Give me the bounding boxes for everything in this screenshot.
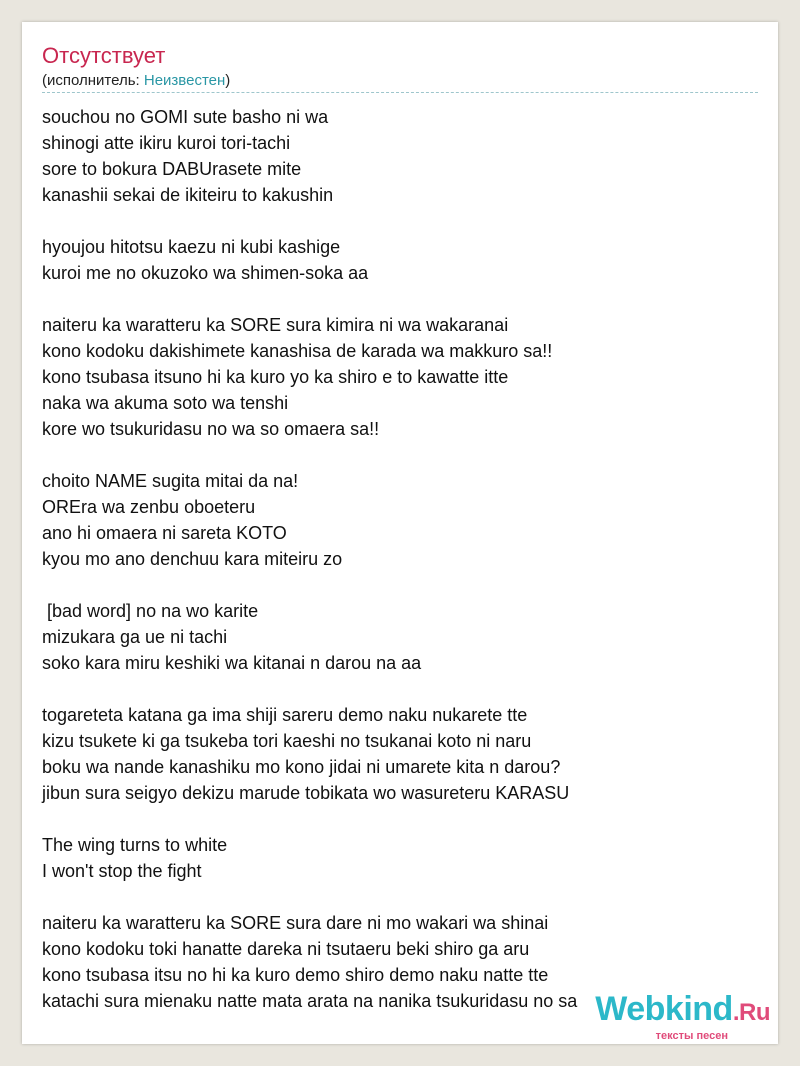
lyrics-line: The wing turns to white xyxy=(42,835,228,855)
song-header xyxy=(42,42,758,91)
lyrics-line: kanashii sekai de ikiteiru to kakushin xyxy=(42,185,334,205)
logo-tagline: тексты песен xyxy=(655,1030,728,1042)
lyrics-stanza xyxy=(42,832,768,884)
lyrics-line: kono tsubasa itsuno hi ka kuro yo ka shiro e to kawatte itte xyxy=(42,367,509,387)
lyrics-stanza xyxy=(42,104,768,208)
artist-link[interactable]: Неизвестен xyxy=(143,72,226,89)
lyrics-line: kyou mo ano denchuu kara miteiru zo xyxy=(42,549,343,569)
lyrics-line: jibun sura seigyo dekizu marude tobikata wo wasureteru KARASU xyxy=(42,783,570,803)
header-divider xyxy=(42,92,758,93)
lyrics-line: mizukara ga ue ni tachi xyxy=(42,627,228,647)
lyrics-line: OREra wa zenbu oboeteru xyxy=(42,497,256,517)
lyrics-line: soko kara miru keshiki wa kitanai n darou na aa xyxy=(42,653,422,673)
lyrics-line: sore to bokura DABUrasete mite xyxy=(42,159,302,179)
lyrics-body xyxy=(42,104,768,1040)
artist-suffix: ) xyxy=(225,72,231,89)
lyrics-line: choito NAME sugita mitai da na! xyxy=(42,471,299,491)
logo-main-text: Webkind xyxy=(595,990,733,1028)
lyrics-line: souchou no GOMI sute basho ni wa xyxy=(42,107,329,127)
lyrics-stanza xyxy=(42,598,768,676)
lyrics-line: boku wa nande kanashiku mo kono jidai ni umarete kita n darou? xyxy=(42,757,561,777)
lyrics-stanza xyxy=(42,468,768,572)
lyrics-stanza xyxy=(42,234,768,286)
lyrics-stanza xyxy=(42,702,768,806)
lyrics-line: naka wa akuma soto wa tenshi xyxy=(42,393,289,413)
artist-line xyxy=(42,71,758,91)
lyrics-line: kizu tsukete ki ga tsukeba tori kaeshi no tsukanai koto ni naru xyxy=(42,731,532,751)
lyrics-line: naiteru ka waratteru ka SORE sura dare ni mo wakari wa shinai xyxy=(42,913,549,933)
lyrics-line: shinogi atte ikiru kuroi tori-tachi xyxy=(42,133,291,153)
lyrics-line: hyoujou hitotsu kaezu ni kubi kashige xyxy=(42,237,341,257)
lyrics-line: katachi sura mienaku natte mata arata na nanika tsukuridasu no sa xyxy=(42,991,578,1011)
lyrics-line: kono kodoku toki hanatte dareka ni tsutaeru beki shiro ga aru xyxy=(42,939,530,959)
artist-prefix: (исполнитель: xyxy=(42,72,144,89)
lyrics-line: I won't stop the fight xyxy=(42,861,202,881)
lyrics-line: kono tsubasa itsu no hi ka kuro demo shiro demo naku natte tte xyxy=(42,965,549,985)
logo-wordmark xyxy=(595,992,770,1030)
lyrics-card xyxy=(22,22,778,1044)
logo-suffix: .Ru xyxy=(732,999,770,1026)
song-title: Отсутствует xyxy=(42,43,166,68)
lyrics-line: ano hi omaera ni sareta KOTO xyxy=(42,523,287,543)
lyrics-line: kuroi me no okuzoko wa shimen-soka aa xyxy=(42,263,369,283)
site-logo[interactable] xyxy=(595,992,770,1042)
lyrics-line: naiteru ka waratteru ka SORE sura kimira ni wa wakaranai xyxy=(42,315,509,335)
lyrics-line: togareteta katana ga ima shiji sareru demo naku nukarete tte xyxy=(42,705,528,725)
lyrics-stanza xyxy=(42,312,768,442)
lyrics-line: [bad word] no na wo karite xyxy=(42,601,259,621)
lyrics-line: kono kodoku dakishimete kanashisa de karada wa makkuro sa!! xyxy=(42,341,553,361)
lyrics-line: kore wo tsukuridasu no wa so omaera sa!! xyxy=(42,419,380,439)
